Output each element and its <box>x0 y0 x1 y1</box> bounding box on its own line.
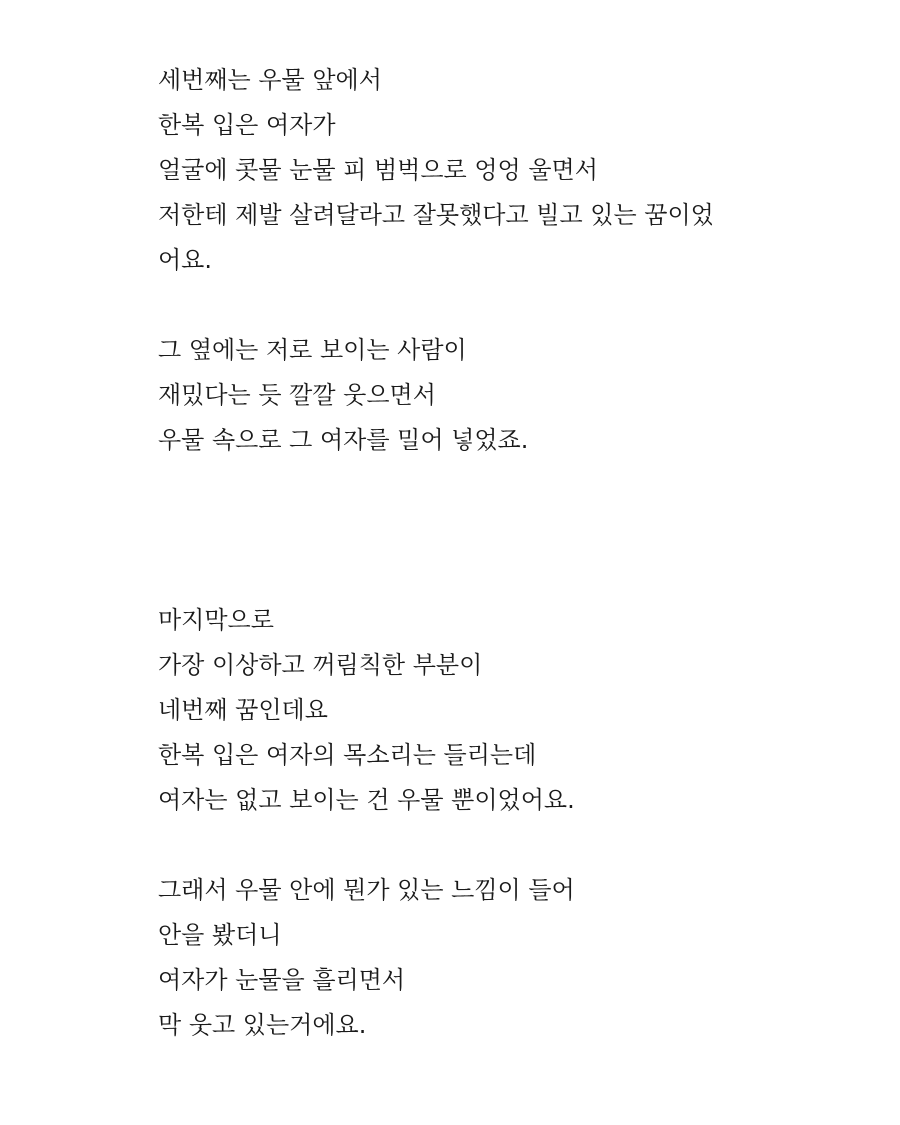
stanza-fourth-dream <box>158 598 858 823</box>
text-line: 재밌다는 듯 깔깔 웃으면서 <box>158 381 436 409</box>
text-line: 가장 이상하고 꺼림칙한 부분이 <box>158 651 483 679</box>
text-line: 여자가 눈물을 흘리면서 <box>158 966 406 994</box>
section-spacer <box>158 463 858 598</box>
text-line: 세번째는 우물 앞에서 <box>158 66 382 94</box>
text-line: 한복 입은 여자가 <box>158 111 336 139</box>
stanza-third-dream <box>158 58 858 283</box>
text-line: 마지막으로 <box>158 606 274 634</box>
text-line: 한복 입은 여자의 목소리는 들리는데 <box>158 741 537 769</box>
text-line: 안을 봤더니 <box>158 921 282 949</box>
stanza-spacer <box>158 283 858 328</box>
text-line: 우물 속으로 그 여자를 밀어 넣었죠. <box>158 426 529 454</box>
story-text <box>158 58 858 1048</box>
text-line: 막 웃고 있는거에요. <box>158 1011 367 1039</box>
text-line: 여자는 없고 보이는 건 우물 뿐이었어요. <box>158 786 575 814</box>
text-line: 그 옆에는 저로 보이는 사람이 <box>158 336 467 364</box>
text-line: 저한테 제발 살려달라고 잘못했다고 빌고 있는 꿈이었 <box>158 201 714 229</box>
text-line: 그래서 우물 안에 뭔가 있는 느낌이 들어 <box>158 876 575 904</box>
stanza-push-into-well <box>158 328 858 463</box>
stanza-spacer <box>158 823 858 868</box>
text-line: 네번째 꿈인데요 <box>158 696 328 724</box>
text-line: 얼굴에 콧물 눈물 피 범벅으로 엉엉 울면서 <box>158 156 598 184</box>
stanza-looking-inside <box>158 868 858 1048</box>
text-line: 어요. <box>158 246 212 274</box>
